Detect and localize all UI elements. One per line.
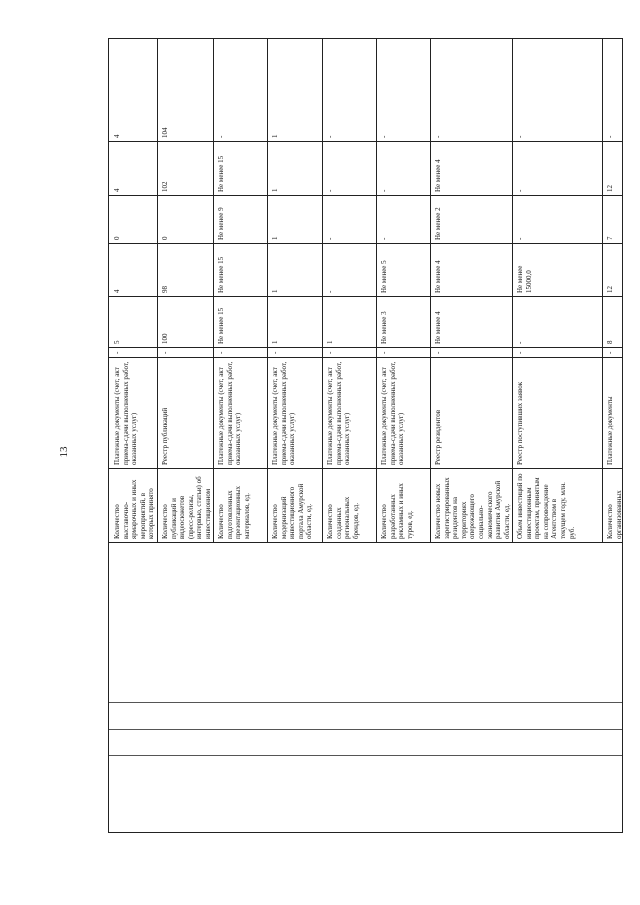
row-value: 98 — [161, 286, 169, 293]
row-value: 5 — [113, 340, 121, 344]
row-value: Не менее 5 — [380, 260, 388, 293]
row-source: Платежные документы (счет, акт приема-сдачи выполненных работ, оказанных услуг) — [113, 361, 139, 465]
row-value: 1 — [271, 134, 279, 138]
row-value: - — [326, 290, 334, 293]
row-value: Не менее 3 — [380, 311, 388, 344]
row-value: Не менее 4 — [434, 159, 442, 192]
row-value: 8 — [606, 340, 614, 344]
row-source: Реестр резидентов — [434, 409, 442, 465]
row-indicator: Количество выставочно-ярмарочных и иных мероприятий, в которых принято — [113, 479, 156, 539]
row-source: Платежные документы (счет, акт приема-сдачи выполненных работ, оказанных услуг) — [271, 361, 297, 465]
row-indicator: Количество организованных — [606, 490, 623, 539]
row-indicator: Количество модернизаций инвестиционного портала Амурской области, ед. — [271, 483, 314, 539]
row-value: - — [606, 351, 614, 354]
row-value: - — [113, 351, 121, 354]
row-value: - — [516, 135, 524, 138]
row-value: - — [217, 351, 225, 354]
row-value: 4 — [113, 289, 121, 293]
row-source: Платежные документы — [606, 396, 614, 465]
row-source: Платежные документы (счет, акт приема-сдачи выполненных работ, оказанных услуг) — [380, 361, 406, 465]
row-value: 4 — [113, 134, 121, 138]
row-value: 100 — [161, 333, 169, 344]
row-indicator: Количество подготовленных презентационных материалов, ед. — [217, 486, 251, 539]
row-source: Платежные документы (счет, акт приема-сдачи выполненных работ, оказанных услуг) — [326, 361, 352, 465]
row-value: - — [434, 135, 442, 138]
row-indicator: Количество публикаций и видеосюжетов (пресс-релизы, интервью, статьи) об инвестиционном — [161, 476, 212, 539]
row-value: 4 — [113, 188, 121, 192]
row-value: - — [516, 351, 524, 354]
row-indicator: Количество разработанных рекламных и иных туров, ед. — [380, 483, 414, 539]
row-value: - — [380, 189, 388, 192]
row-value: - — [380, 135, 388, 138]
row-value: Не менее 2 — [434, 207, 442, 240]
row-value: - — [326, 135, 334, 138]
row-value: Не менее 15 — [217, 307, 225, 344]
row-value: - — [516, 341, 524, 344]
row-value: 102 — [161, 181, 169, 192]
row-value: - — [380, 237, 388, 240]
row-source: Реестр публикаций — [161, 407, 169, 465]
row-value: 1 — [271, 188, 279, 192]
row-value: - — [434, 351, 442, 354]
row-value: 0 — [161, 236, 169, 240]
page-number: 13 — [58, 446, 70, 458]
column-divider — [109, 729, 622, 730]
row-value: Не менее 4 — [434, 311, 442, 344]
row-source: Платежные документы (счет, акт приема-сдачи выполненных работ, оказанных услуг) — [217, 361, 243, 465]
row-source: Реестр поступивших заявок — [516, 381, 524, 465]
row-value: Не менее 4 — [434, 260, 442, 293]
row-value: 12 — [606, 185, 614, 192]
row-value: Не менее 15 — [217, 155, 225, 192]
row-value: - — [516, 189, 524, 192]
column-divider — [109, 755, 622, 756]
row-value: - — [516, 237, 524, 240]
row-value: 12 — [606, 286, 614, 293]
row-value: 1 — [271, 236, 279, 240]
row-indicator: Количество новых зарегистрированных резидентов на территориях опережающего социально-экономического развития Амурской области, ед. — [434, 477, 511, 539]
row-value: - — [606, 135, 614, 138]
row-value: 1 — [326, 340, 334, 344]
row-value: - — [326, 237, 334, 240]
row-value: 0 — [113, 236, 121, 240]
row-value: - — [217, 135, 225, 138]
row-value: - — [161, 351, 169, 354]
row-value: - — [271, 351, 279, 354]
row-value: - — [380, 351, 388, 354]
row-value: Не менее 15 — [217, 256, 225, 293]
row-value: Не менее 15000,0 — [516, 265, 533, 293]
column-divider — [109, 702, 622, 703]
row-value: 7 — [606, 236, 614, 240]
row-value: 1 — [271, 289, 279, 293]
row-indicator: Объем инвестиций по инвестиционным проектам, принятым на сопровождение Агентством в текущем году, млн. руб. — [516, 473, 576, 539]
row-value: Не менее 9 — [217, 207, 225, 240]
row-value: - — [326, 351, 334, 354]
row-value: 104 — [161, 127, 169, 138]
row-value: - — [326, 189, 334, 192]
indicator-table — [108, 38, 623, 833]
row-value: 1 — [271, 340, 279, 344]
row-indicator: Количество созданных региональных брендов, ед. — [326, 496, 360, 539]
